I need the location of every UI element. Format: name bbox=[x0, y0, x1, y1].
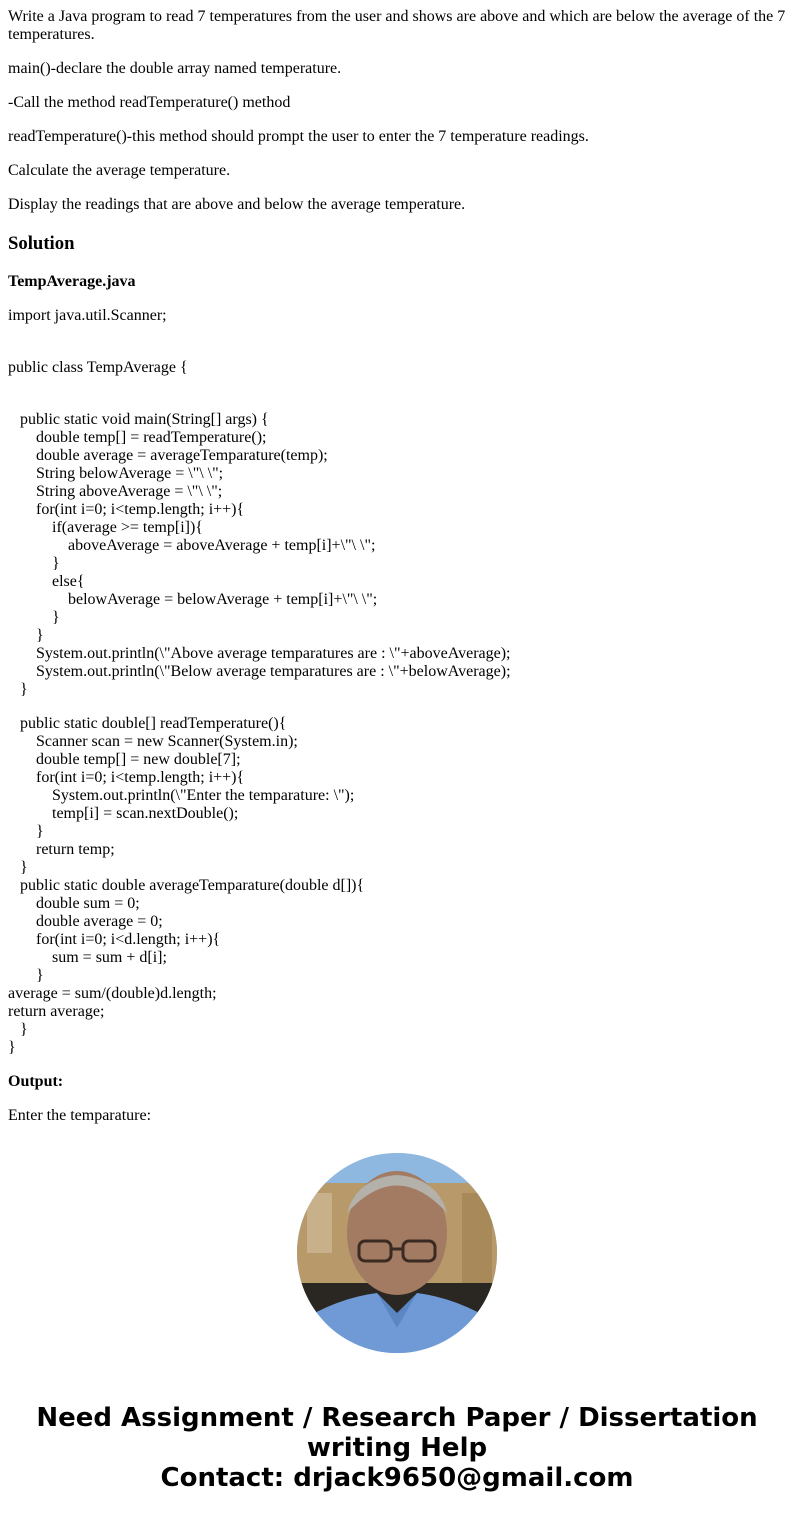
code-line: for(int i=0; i<d.length; i++){ bbox=[8, 931, 221, 948]
question-paragraph: readTemperature()-this method should prompt the user to enter the 7 temperature readings. bbox=[8, 128, 589, 145]
code-line: String aboveAverage = \"\ \"; bbox=[8, 483, 223, 500]
code-line: String belowAverage = \"\ \"; bbox=[8, 465, 224, 482]
code-line: double average = averageTemparature(temp); bbox=[8, 447, 328, 464]
code-line: double temp[] = readTemperature(); bbox=[8, 429, 267, 446]
code-line: return average; bbox=[8, 1003, 105, 1020]
code-line: public static double averageTemparature(double d[]){ bbox=[8, 877, 365, 894]
code-line: for(int i=0; i<temp.length; i++){ bbox=[8, 501, 245, 518]
code-line: } bbox=[8, 681, 28, 698]
output-line: Enter the temparature: bbox=[8, 1107, 152, 1124]
solution-heading: Solution bbox=[8, 233, 75, 254]
person-photo-icon bbox=[297, 1153, 497, 1353]
filename-heading: TempAverage.java bbox=[8, 273, 136, 290]
question-paragraph: Calculate the average temperature. bbox=[8, 162, 231, 179]
question-paragraph: Write a Java program to read 7 temperatures from the user and shows are above and which are below the average of the 7 temperatures. bbox=[8, 8, 786, 43]
code-line: System.out.println(\"Enter the temparature: \"); bbox=[8, 787, 355, 804]
code-line: public class TempAverage { bbox=[8, 359, 188, 376]
code-line: } bbox=[8, 967, 44, 984]
code-line: } bbox=[8, 609, 60, 626]
code-line: else{ bbox=[8, 573, 85, 590]
code-line: } bbox=[8, 555, 60, 572]
code-line: } bbox=[8, 627, 44, 644]
code-line: Scanner scan = new Scanner(System.in); bbox=[8, 733, 298, 750]
code-line: temp[i] = scan.nextDouble(); bbox=[8, 805, 239, 822]
code-line: double temp[] = new double[7]; bbox=[8, 751, 241, 768]
code-line: } bbox=[8, 823, 44, 840]
promo-line: Need Assignment / Research Paper / Dissertation bbox=[36, 1403, 758, 1433]
code-line: double sum = 0; bbox=[8, 895, 140, 912]
promo-banner bbox=[0, 1403, 794, 1493]
code-line: System.out.println(\"Below average temparatures are : \"+belowAverage); bbox=[8, 663, 511, 680]
promo-line: writing Help bbox=[306, 1433, 488, 1463]
code-line: public static void main(String[] args) { bbox=[8, 411, 269, 428]
code-line: System.out.println(\"Above average temparatures are : \"+aboveAverage); bbox=[8, 645, 511, 662]
author-avatar bbox=[297, 1153, 497, 1353]
code-line: belowAverage = belowAverage + temp[i]+\"\ \"; bbox=[8, 591, 378, 608]
promo-contact: Contact: drjack9650@gmail.com bbox=[160, 1463, 634, 1493]
code-line: import java.util.Scanner; bbox=[8, 307, 167, 324]
code-line: } bbox=[8, 859, 28, 876]
code-line: aboveAverage = aboveAverage + temp[i]+\"\ \"; bbox=[8, 537, 376, 554]
question-paragraph: Display the readings that are above and below the average temperature. bbox=[8, 196, 466, 213]
code-line: double average = 0; bbox=[8, 913, 163, 930]
code-line: return temp; bbox=[8, 841, 115, 858]
code-line: } bbox=[8, 1021, 28, 1038]
code-line: if(average >= temp[i]){ bbox=[8, 519, 203, 536]
code-line: sum = sum + d[i]; bbox=[8, 949, 167, 966]
code-line: average = sum/(double)d.length; bbox=[8, 985, 217, 1002]
code-line: for(int i=0; i<temp.length; i++){ bbox=[8, 769, 245, 786]
code-line: public static double[] readTemperature(){ bbox=[8, 715, 287, 732]
question-paragraph: -Call the method readTemperature() method bbox=[8, 94, 291, 111]
output-heading: Output: bbox=[8, 1073, 64, 1090]
code-line: } bbox=[8, 1039, 16, 1056]
question-paragraph: main()-declare the double array named temperature. bbox=[8, 60, 342, 77]
